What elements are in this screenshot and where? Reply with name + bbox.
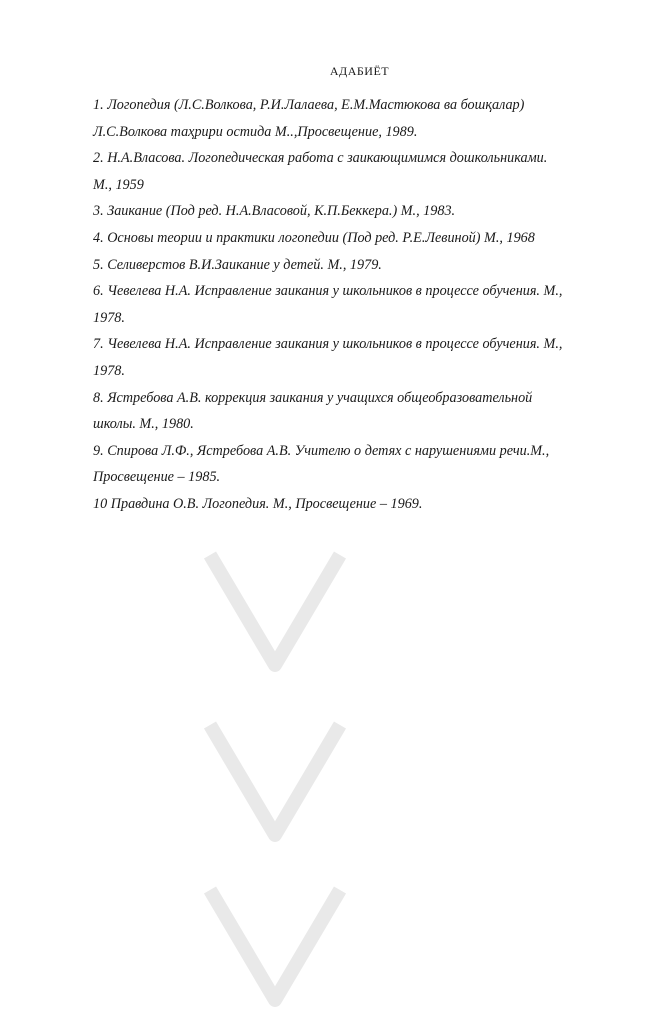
- reference-line: Просвещение – 1985.: [93, 469, 221, 486]
- reference-line: 5. Селиверстов В.И.Заикание у детей. М., 1979.: [93, 256, 382, 273]
- reference-line: школы. М., 1980.: [93, 416, 194, 433]
- page-title: АДАБИЁТ: [329, 64, 390, 78]
- reference-line: 10 Правдина О.В. Логопедия. М., Просвещение – 1969.: [93, 495, 423, 512]
- watermark-chevron-icon: [200, 880, 350, 935]
- reference-line: 9. Спирова Л.Ф., Ястребова А.В. Учителю о детях с нарушениями речи.М.,: [93, 442, 550, 459]
- reference-line: 1. Логопедия (Л.С.Волкова, Р.И.Лалаева, Е.М.Мастюкова ва бошқалар): [93, 97, 525, 113]
- watermark-chevron-icon: [200, 715, 350, 845]
- reference-line: 6. Чевелева Н.А. Исправление заикания у школьников в процессе обучения. М.,: [93, 283, 563, 300]
- reference-line: 4. Основы теории и практики логопедии (Под ред. Р.Е.Левиной) М., 1968: [93, 229, 535, 246]
- reference-line: 7. Чевелева Н.А. Исправление заикания у школьников в процессе обучения. М.,: [93, 336, 563, 353]
- reference-line: 2. Н.А.Власова. Логопедическая работа с заикающимимся дошкольниками.: [93, 150, 548, 167]
- watermark-chevron-icon: [200, 545, 350, 675]
- reference-line: М., 1959: [93, 176, 144, 193]
- reference-line: 1978.: [93, 362, 125, 379]
- reference-list: [93, 92, 628, 518]
- reference-line: 1978.: [93, 309, 125, 326]
- reference-line: 8. Ястребова А.В. коррекция заикания у учащихся общеобразовательной: [93, 389, 533, 406]
- reference-line: 3. Заикание (Под ред. Н.А.Власовой, К.П.Беккера.) М., 1983.: [93, 203, 456, 220]
- reference-line: Л.С.Волкова таҳрири остида М..,Просвещение, 1989.: [93, 123, 418, 140]
